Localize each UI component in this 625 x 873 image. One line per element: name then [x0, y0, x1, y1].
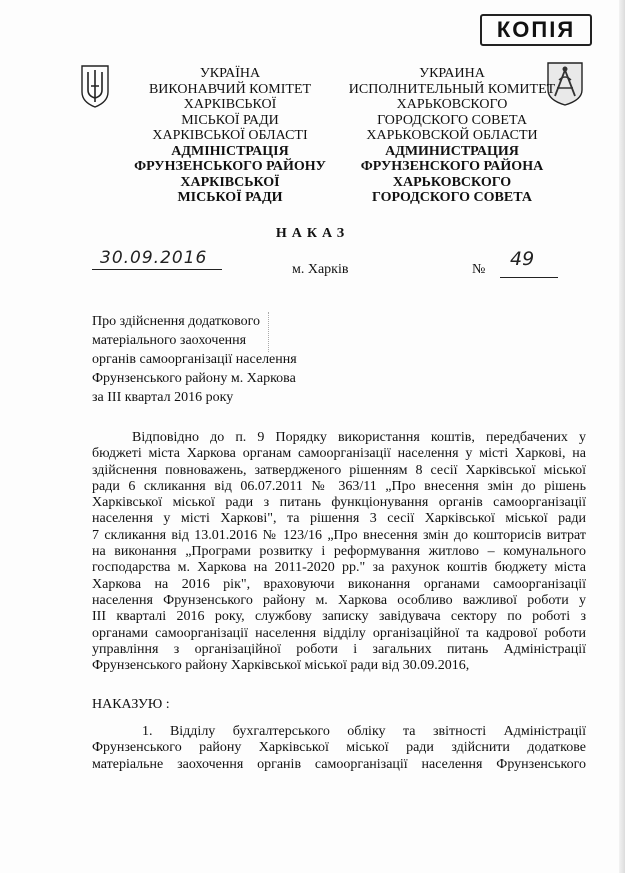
document-title: НАКАЗ	[275, 226, 350, 241]
order-preamble	[92, 430, 586, 674]
header-bold-line: АДМИНИСТРАЦИЯ	[385, 143, 519, 159]
subject-line: за III квартал 2016 року	[92, 390, 234, 405]
subject-line: органів самоорганізації населення	[92, 352, 297, 367]
body-line: господарства м. Харкова на 2011-2020 рр." за рахунок коштів бюджету міста	[92, 560, 586, 576]
header-bold-line: ХАРКІВСЬКОЇ	[180, 174, 280, 190]
body-line: управління з організаційної роботи і загальних питань Адміністрації	[92, 641, 586, 657]
header-bold-line: ФРУНЗЕНСКОГО РАЙОНА	[360, 159, 544, 174]
header-line: ВИКОНАВЧИЙ КОМІТЕТ	[148, 81, 312, 97]
header-bold-line: ХАРЬКОВСКОГО	[392, 174, 512, 190]
header-line: ХАРКІВСЬКОЇ ОБЛАСТІ	[152, 128, 308, 143]
body-line: III кварталі 2016 року, службову записку завідувача сектору по роботі з	[92, 609, 586, 625]
body-line: здійснення повноважень, затвердженого рішенням 8 сесії Харківської міської	[92, 462, 586, 478]
header-line: ИСПОЛНИТЕЛЬНЫЙ КОМИТЕТ	[348, 81, 556, 97]
body-line: Фрунзенського району Харківської міської ради від 30.09.2016,	[92, 658, 470, 674]
order-item-1	[92, 724, 586, 773]
header-line: ХАРЬКОВСКОГО	[396, 97, 508, 112]
header-russian	[322, 66, 582, 206]
header-line: ХАРКІВСЬКОЇ	[183, 97, 277, 112]
body-line: Харківської міської ради з питань функціонування органів самоорганізації	[92, 495, 586, 511]
header-line: УКРАЇНА	[199, 66, 261, 81]
body-line: бюджеті міста Харкова органам самоорганізації населення у місті Харкові, на	[92, 446, 586, 462]
item-line: 1. Відділу бухгалтерського обліку та звітності Адміністрації	[142, 724, 586, 739]
header-bold-line: ГОРОДСКОГО СОВЕТА	[372, 190, 532, 205]
date-underline	[92, 268, 222, 270]
subject-line: Про здійснення додаткового	[92, 314, 261, 329]
header-line: ГОРОДСКОГО СОВЕТА	[377, 112, 527, 128]
number-underline	[500, 277, 558, 278]
header-bold-line: ФРУНЗЕНСЬКОГО РАЙОНУ	[134, 159, 326, 174]
body-line: органами самоорганізації населення відділу організаційної та кадрової роботи	[92, 625, 586, 641]
header-line: МІСЬКОЇ РАДИ	[181, 112, 279, 128]
header-bold-line: АДМІНІСТРАЦІЯ	[171, 143, 289, 159]
header-line: УКРАИНА	[419, 66, 485, 81]
copy-stamp: КОПІЯ	[480, 14, 592, 46]
body-line: на виконання „Програми розвитку і реформування житлово – комунального	[92, 544, 586, 560]
city-label: м. Харків	[292, 262, 349, 277]
body-line: Харкова на 2016 рік", враховуючи виконання органами самоорганізації	[92, 576, 586, 592]
body-line: Відповідно до п. 9 Порядку використання коштів, передбачених у	[132, 430, 586, 445]
number-label: №	[472, 262, 486, 277]
handwritten-date: 30.09.2016	[100, 248, 208, 268]
page-edge-shadow	[619, 0, 625, 873]
margin-mark	[268, 312, 271, 352]
item-line: матеріальне заохочення органів самоорганізації населення Фрунзенського	[92, 756, 586, 772]
body-line: населення Фрунзенського району м. Харкова особливо важливої роботи у	[92, 592, 586, 608]
body-line: ради 6 скликання від 06.07.2011 № 363/11 „Про внесення змін до рішень	[92, 478, 586, 494]
item-line: Фрунзенського району Харківської міської ради здійснити додаткове	[92, 740, 586, 756]
subject-line: Фрунзенського району м. Харкова	[92, 371, 296, 386]
subject-line: матеріального заохочення	[92, 333, 247, 348]
order-subject	[92, 312, 352, 407]
handwritten-number: 49	[510, 248, 535, 270]
header-ukrainian	[100, 66, 360, 206]
header-bold-line: МІСЬКОЇ РАДИ	[177, 190, 283, 205]
order-directive: НАКАЗУЮ :	[92, 697, 170, 712]
body-line: населення у місті Харкові", та рішення 3 сесії Харківської міської ради	[92, 511, 586, 527]
body-line: 7 скликання від 13.01.2016 № 123/16 „Про внесення змін до кошторисів витрат	[92, 527, 586, 543]
header-line: ХАРЬКОВСКОЙ ОБЛАСТИ	[366, 128, 538, 143]
